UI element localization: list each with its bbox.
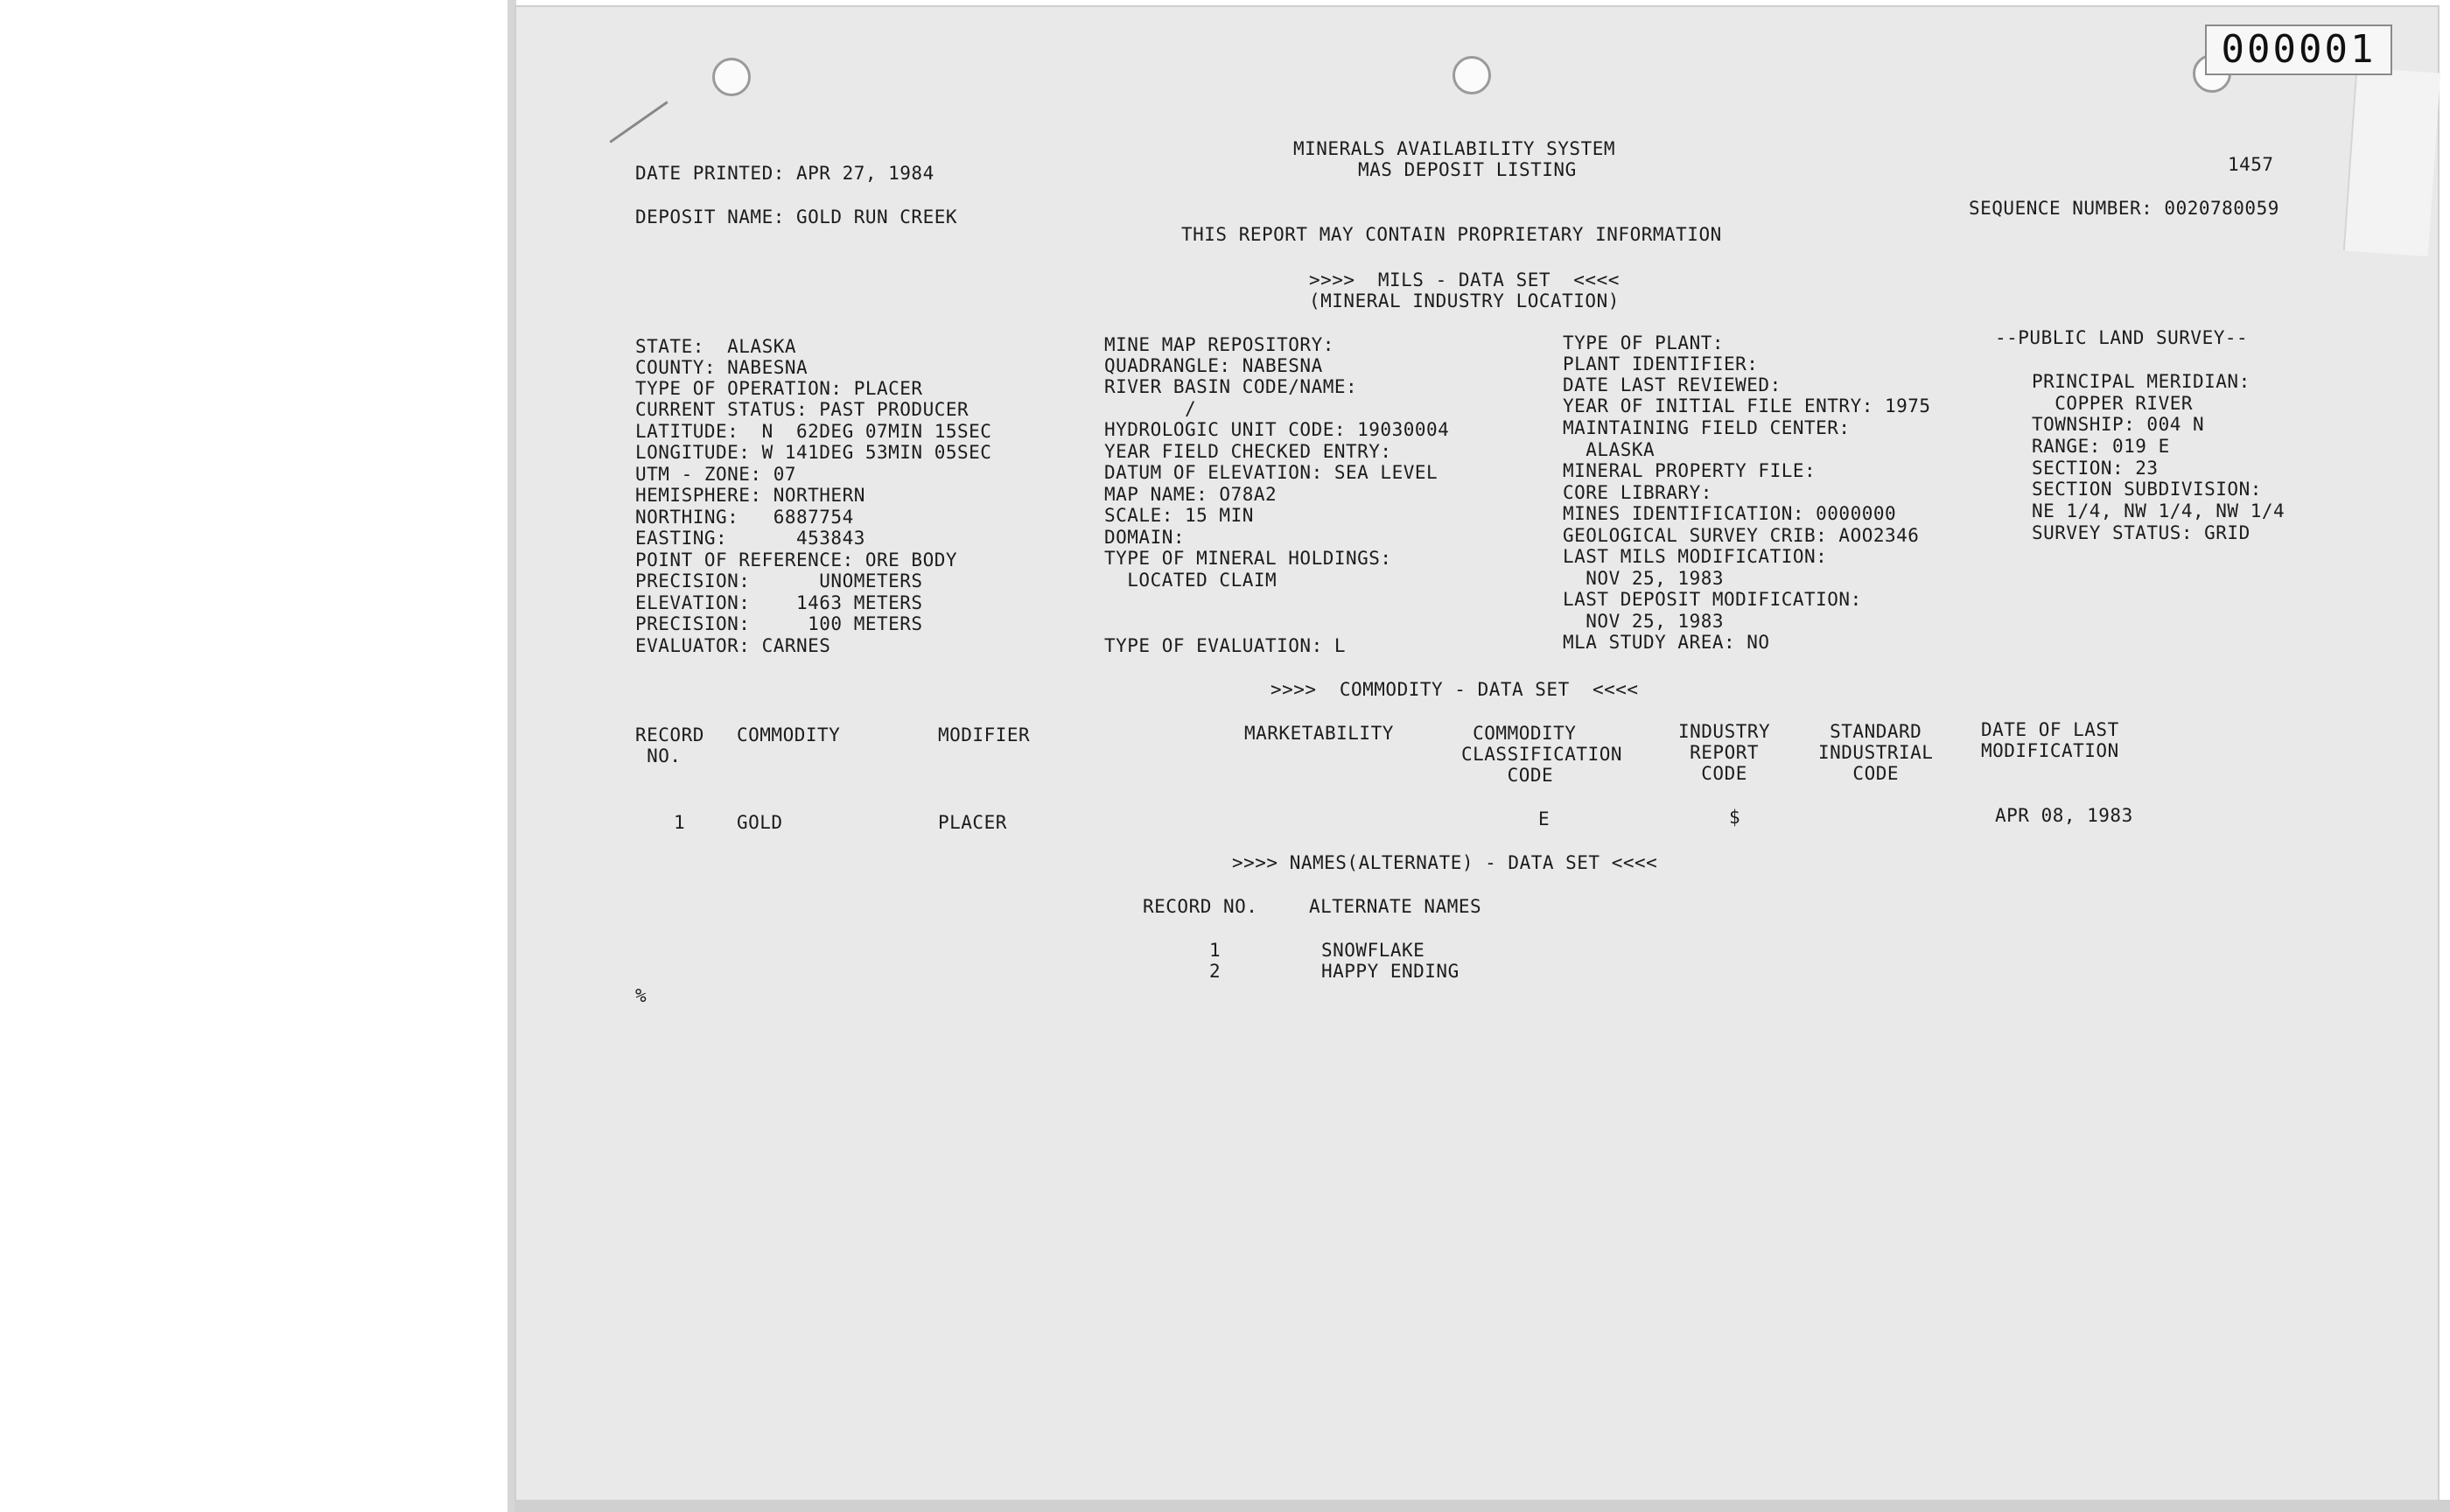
row-classification: E (1538, 808, 1550, 830)
plant-id-line: PLANT IDENTIFIER: (1563, 354, 1759, 374)
alt-name-1: SNOWFLAKE (1321, 940, 1425, 961)
document-number-stamp: 000001 (2205, 24, 2392, 75)
punch-hole-center (1452, 56, 1491, 94)
property-file-line: MINERAL PROPERTY FILE: (1563, 460, 1816, 481)
status-line: CURRENT STATUS: PAST PRODUCER (635, 399, 970, 420)
header-classification: COMMODITY CLASSIFICATION CODE (1461, 723, 1623, 786)
header-industry: INDUSTRY REPORT CODE (1678, 721, 1771, 784)
mines-id-line: MINES IDENTIFICATION: 0000000 (1563, 503, 1897, 524)
utm-zone-line: UTM - ZONE: 07 (635, 464, 797, 485)
mils-subtitle: (MINERAL INDUSTRY LOCATION) (1309, 290, 1620, 312)
evaluation-type-line: TYPE OF EVALUATION: L (1104, 635, 1347, 656)
initial-entry-line: YEAR OF INITIAL FILE ENTRY: 1975 (1563, 396, 1931, 416)
crib-line: GEOLOGICAL SURVEY CRIB: AOO2346 (1563, 525, 1920, 546)
pls-subdivision-value: NE 1/4, NW 1/4, NW 1/4 (2032, 500, 2286, 522)
sequence-number: SEQUENCE NUMBER: 0020780059 (1969, 198, 2279, 219)
header-date-last: DATE OF LAST MODIFICATION (1981, 719, 2119, 761)
deposit-name: DEPOSIT NAME: GOLD RUN CREEK (635, 206, 958, 228)
names-header-record: RECORD NO. (1143, 896, 1258, 917)
header-commodity: COMMODITY (737, 724, 841, 746)
commodity-title: >>>> COMMODITY - DATA SET <<<< (1270, 679, 1639, 700)
tape-strip (2343, 67, 2440, 256)
holdings-line: TYPE OF MINERAL HOLDINGS: (1104, 548, 1392, 569)
row-modifier: PLACER (938, 812, 1007, 833)
holdings-value: LOCATED CLAIM (1104, 570, 1278, 591)
pls-range: RANGE: 019 E (2032, 436, 2170, 457)
row-date-last: APR 08, 1983 (1995, 805, 2133, 826)
field-center-value: ALASKA (1563, 439, 1656, 460)
mla-study-line: MLA STUDY AREA: NO (1563, 632, 1770, 653)
last-deposit-mod-value: NOV 25, 1983 (1563, 611, 1725, 632)
operation-line: TYPE OF OPERATION: PLACER (635, 378, 923, 399)
date-reviewed-line: DATE LAST REVIEWED: (1563, 374, 1782, 396)
latitude-line: LATITUDE: N 62DEG 07MIN 15SEC (635, 421, 992, 442)
river-basin-value: / (1104, 398, 1197, 419)
scan-bottom-edge (514, 1500, 2450, 1512)
page-number: 1457 (2228, 154, 2274, 175)
reference-line: POINT OF REFERENCE: ORE BODY (635, 550, 958, 570)
datum-line: DATUM OF ELEVATION: SEA LEVEL (1104, 462, 1438, 483)
plant-type-line: TYPE OF PLANT: (1563, 332, 1725, 354)
map-name-line: MAP NAME: O78A2 (1104, 484, 1278, 505)
names-title: >>>> NAMES(ALTERNATE) - DATA SET <<<< (1232, 852, 1658, 873)
evaluator-line: EVALUATOR: CARNES (635, 635, 831, 656)
pls-township: TOWNSHIP: 004 N (2032, 414, 2205, 435)
river-basin-line: RIVER BASIN CODE/NAME: (1104, 376, 1358, 397)
listing-title: MAS DEPOSIT LISTING (1358, 159, 1577, 180)
last-deposit-mod-line: LAST DEPOSIT MODIFICATION: (1563, 589, 1862, 610)
header-modifier: MODIFIER (938, 724, 1031, 746)
row-commodity: GOLD (737, 812, 783, 833)
pls-meridian-line: PRINCIPAL MERIDIAN: (2032, 371, 2250, 392)
precision-line-1: PRECISION: UNOMETERS (635, 570, 923, 592)
precision-line-2: PRECISION: 100 METERS (635, 613, 923, 634)
alt-name-record-1: 1 (1209, 940, 1222, 961)
pls-title: --PUBLIC LAND SURVEY-- (1995, 327, 2249, 348)
pls-meridian-value: COPPER RIVER (2032, 393, 2194, 414)
state-line: STATE: ALASKA (635, 336, 797, 357)
pls-subdivision-line: SECTION SUBDIVISION: (2032, 479, 2262, 500)
core-library-line: CORE LIBRARY: (1563, 482, 1712, 503)
hemisphere-line: HEMISPHERE: NORTHERN (635, 485, 865, 506)
footer-mark: % (635, 985, 648, 1006)
punch-hole-left (712, 58, 751, 96)
pls-survey-status: SURVEY STATUS: GRID (2032, 522, 2250, 543)
northing-line: NORTHING: 6887754 (635, 507, 854, 528)
hydrologic-line: HYDROLOGIC UNIT CODE: 19030004 (1104, 419, 1450, 440)
longitude-line: LONGITUDE: W 141DEG 53MIN 05SEC (635, 442, 992, 463)
field-center-line: MAINTAINING FIELD CENTER: (1563, 417, 1851, 438)
year-checked-line: YEAR FIELD CHECKED ENTRY: (1104, 441, 1392, 462)
alt-name-record-2: 2 (1209, 961, 1222, 982)
easting-line: EASTING: 453843 (635, 528, 865, 549)
proprietary-notice: THIS REPORT MAY CONTAIN PROPRIETARY INFORMATION (1181, 224, 1722, 245)
row-industry: $ (1729, 807, 1741, 828)
header-record-no: RECORD NO. (635, 724, 704, 766)
pls-section: SECTION: 23 (2032, 458, 2159, 479)
header-marketability: MARKETABILITY (1244, 723, 1394, 744)
last-mils-mod-value: NOV 25, 1983 (1563, 568, 1725, 589)
row-record-no: 1 (674, 812, 686, 833)
domain-line: DOMAIN: (1104, 527, 1186, 548)
last-mils-mod-line: LAST MILS MODIFICATION: (1563, 546, 1828, 567)
alt-name-2: HAPPY ENDING (1321, 961, 1460, 982)
system-title: MINERALS AVAILABILITY SYSTEM (1293, 138, 1616, 159)
mils-title: >>>> MILS - DATA SET <<<< (1309, 270, 1620, 290)
header-sic: STANDARD INDUSTRIAL CODE (1818, 721, 1934, 784)
names-header-names: ALTERNATE NAMES (1309, 896, 1482, 917)
scale-line: SCALE: 15 MIN (1104, 505, 1254, 526)
elevation-line: ELEVATION: 1463 METERS (635, 592, 923, 613)
map-repository-line: MINE MAP REPOSITORY: (1104, 334, 1334, 355)
county-line: COUNTY: NABESNA (635, 357, 808, 378)
quadrangle-line: QUADRANGLE: NABESNA (1104, 355, 1323, 376)
date-printed: DATE PRINTED: APR 27, 1984 (635, 163, 934, 184)
